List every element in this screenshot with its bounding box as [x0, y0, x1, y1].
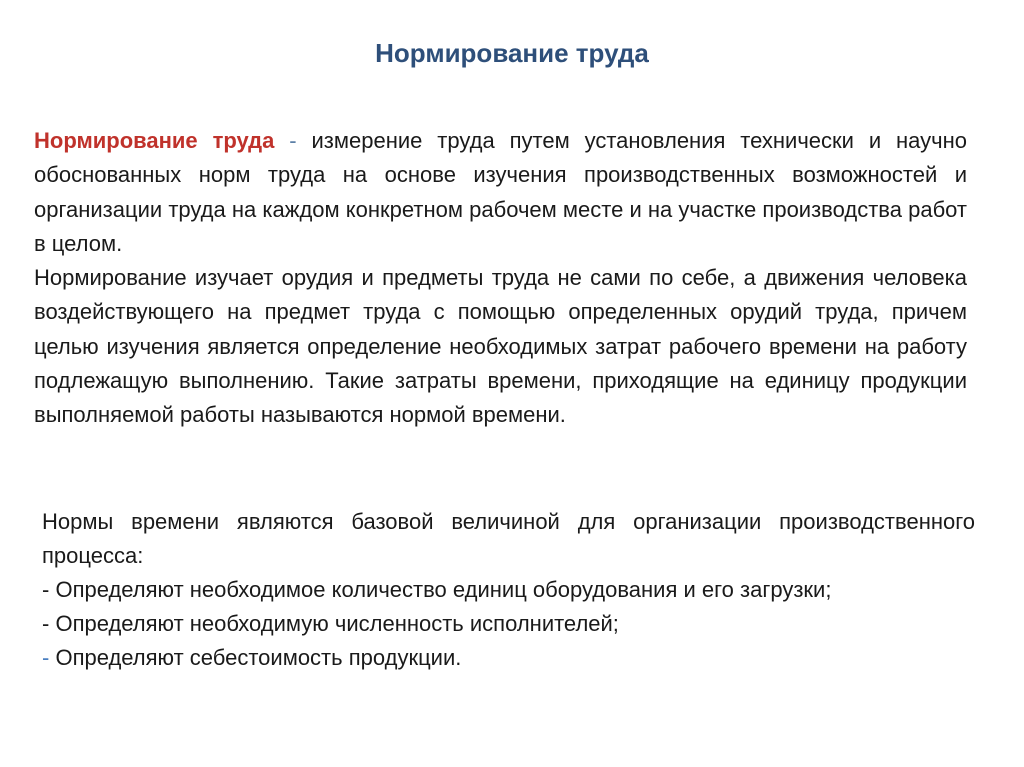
norms-list-item	[42, 573, 975, 607]
list-marker: -	[42, 611, 50, 636]
norms-intro: Нормы времени являются базовой величиной для организации производственного процесса:	[42, 509, 975, 568]
norms-block	[42, 505, 975, 675]
definition-text: измерение труда путем установления технически и научно обоснованных норм труда на основе изучения производственных возможностей и организации труда на каждом конкретном рабочем месте и на участке производства работ в целом.	[34, 128, 967, 256]
list-item-text: Определяют себестоимость продукции.	[55, 645, 462, 670]
main-text-block	[34, 124, 967, 433]
definition-paragraph	[34, 124, 967, 261]
list-item-text: Определяют необходимую численность исполнителей;	[55, 611, 619, 636]
definition-separator: -	[289, 128, 297, 153]
list-item-text: Определяют необходимое количество единиц оборудования и его загрузки;	[55, 577, 832, 602]
norms-list-item	[42, 641, 975, 675]
slide-title: Нормирование труда	[375, 38, 649, 68]
definition-term: Нормирование труда	[34, 128, 275, 153]
list-marker: -	[42, 645, 50, 670]
norms-list-item	[42, 607, 975, 641]
list-marker: -	[42, 577, 50, 602]
description-paragraph: Нормирование изучает орудия и предметы труда не сами по себе, а движения человека воздействующего на предмет труда с помощью определенных орудий труда, причем целью изучения является определение необходимых затрат рабочего времени на работу подлежащую выполнению. Такие затраты времени, приходящие на единицу продукции выполняемой работы называются нормой времени.	[34, 265, 967, 428]
